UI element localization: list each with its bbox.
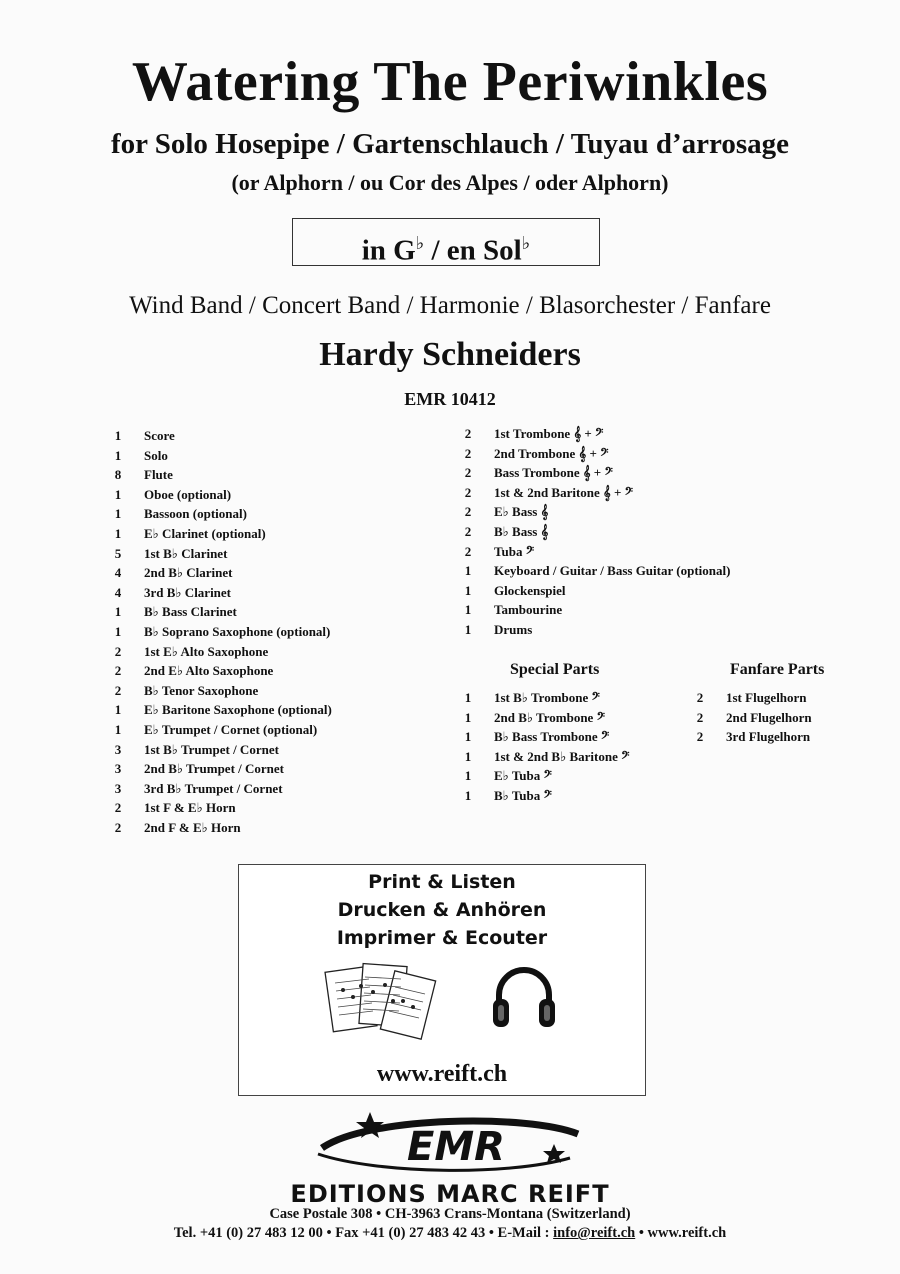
part-quantity: 1 [114,702,122,718]
part-name: 2nd E♭ Alto Saxophone [144,663,274,679]
key-prefix: in G [361,234,416,267]
part-name: B♭ Bass 𝄞 [494,523,549,539]
part-name: 1st B♭ Trumpet / Cornet [144,741,279,757]
part-quantity: 1 [114,447,122,463]
part-quantity: 5 [114,545,122,561]
page-title: Watering The Periwinkles [131,51,769,113]
publisher-name: EDITIONS MARC REIFT [290,1180,610,1208]
subtitle-alternative: (or Alphorn / ou Cor des Alpes / oder Alphorn) [231,170,669,195]
part-name: E♭ Tuba 𝄢 [494,768,552,784]
key-middle: / en Sol [424,234,522,267]
part-quantity: 2 [464,445,472,461]
part-quantity: 1 [464,748,472,764]
part-quantity: 4 [114,584,122,600]
ensemble-line: Wind Band / Concert Band / Harmonie / Blasorchester / Fanfare [129,292,771,319]
sheet-music-icon [323,957,441,1049]
part-quantity: 3 [114,741,122,757]
part-name: 1st Flugelhorn [726,690,807,705]
print-listen-box [238,864,646,1096]
part-name: Bassoon (optional) [144,506,247,522]
part-name: B♭ Bass Trombone 𝄢 [494,729,610,745]
key-box [292,218,600,266]
part-quantity: 2 [114,800,122,816]
part-name: B♭ Tenor Saxophone [144,682,259,698]
part-quantity: 2 [696,729,704,745]
part-quantity: 1 [464,582,472,598]
email-link[interactable]: info@reift.ch [553,1225,636,1241]
part-name: 3rd B♭ Trumpet / Cornet [144,780,283,796]
part-name: 1st B♭ Trombone 𝄢 [494,690,600,705]
part-name: Flute [144,467,173,483]
part-quantity: 2 [696,709,704,725]
part-name: B♭ Soprano Saxophone (optional) [144,623,331,639]
part-name: 3rd Flugelhorn [726,729,811,745]
flat-sign: ♭ [415,233,425,253]
part-quantity: 1 [114,721,122,737]
part-quantity: 2 [114,663,122,679]
part-name: Solo [144,447,168,463]
part-name: 1st & 2nd B♭ Baritone 𝄢 [494,748,630,764]
promo-line-en: Print & Listen [368,871,516,893]
part-quantity: 1 [114,604,122,620]
part-name: 2nd Flugelhorn [726,709,812,725]
publisher-contact [0,1225,900,1242]
part-name: B♭ Bass Clarinet [144,604,237,620]
part-name: 2nd B♭ Trumpet / Cornet [144,761,284,777]
part-name: Bass Trombone 𝄞 + 𝄢 [494,465,613,481]
part-quantity: 2 [464,504,472,520]
part-name: Keyboard / Guitar / Bass Guitar (optional) [494,563,731,579]
logo-text: EMR [407,1124,505,1170]
part-quantity: 1 [464,729,472,745]
contact-phone-fax: Tel. +41 (0) 27 483 12 00 • Fax +41 (0) 27 483 42 43 • E-Mail : [173,1225,554,1241]
part-name: 2nd B♭ Clarinet [144,565,233,581]
part-quantity: 2 [464,484,472,500]
part-quantity: 2 [114,682,122,698]
part-name: 2nd B♭ Trombone 𝄢 [494,709,605,725]
contact-website: • www.reift.ch [635,1225,727,1241]
part-quantity: 8 [114,467,122,483]
part-name: Oboe (optional) [144,486,232,502]
part-quantity: 1 [464,602,472,618]
fanfare-parts-heading: Fanfare Parts [730,661,825,678]
composer: Hardy Schneiders [319,336,581,373]
part-quantity: 2 [464,465,472,481]
part-quantity: 1 [464,709,472,725]
emr-logo [308,1110,592,1178]
headphones-icon [489,961,559,1033]
part-quantity: 3 [114,761,122,777]
part-quantity: 1 [114,428,122,443]
part-quantity: 3 [114,780,122,796]
part-quantity: 2 [464,523,472,539]
part-quantity: 2 [114,643,122,659]
part-name: E♭ Trumpet / Cornet (optional) [144,721,318,737]
part-quantity: 1 [114,486,122,502]
part-name: Drums [494,621,533,637]
part-quantity: 1 [464,563,472,579]
part-name: B♭ Tuba 𝄢 [494,787,552,803]
part-quantity: 1 [114,525,122,541]
part-quantity: 1 [464,787,472,803]
part-name: 1st F & E♭ Horn [144,800,236,816]
part-quantity: 1 [114,506,122,522]
part-name: E♭ Baritone Saxophone (optional) [144,702,332,718]
part-name: E♭ Clarinet (optional) [144,525,266,541]
part-name: 2nd F & E♭ Horn [144,819,241,835]
part-name: 2nd Trombone 𝄞 + 𝄢 [494,445,609,461]
part-name: 1st E♭ Alto Saxophone [144,643,269,659]
part-name: E♭ Bass 𝄞 [494,504,549,520]
part-quantity: 2 [696,690,704,705]
part-name: 1st B♭ Clarinet [144,545,228,561]
flat-sign: ♭ [521,233,531,253]
part-name: Tuba 𝄢 [494,543,535,559]
part-name: Score [144,428,175,443]
part-name: 1st & 2nd Baritone 𝄞 + 𝄢 [494,484,634,500]
part-name: Glockenspiel [494,582,566,598]
special-parts-heading: Special Parts [510,661,600,678]
part-quantity: 1 [464,621,472,637]
promo-line-de: Drucken & Anhören [337,899,547,921]
part-name: 3rd B♭ Clarinet [144,584,232,600]
publisher-address: Case Postale 308 • CH-3963 Crans-Montana (Switzerland) [269,1206,631,1222]
promo-line-fr: Imprimer & Ecouter [336,927,548,949]
part-quantity: 2 [464,426,472,441]
promo-url[interactable]: www.reift.ch [376,1061,508,1087]
part-quantity: 2 [114,819,122,835]
part-quantity: 1 [114,623,122,639]
part-quantity: 4 [114,565,122,581]
catalog-number: EMR 10412 [404,389,496,409]
subtitle-instrument: for Solo Hosepipe / Gartenschlauch / Tuyau d’arrosage [110,128,790,160]
part-quantity: 2 [464,543,472,559]
part-quantity: 1 [464,690,472,705]
part-name: 1st Trombone 𝄞 + 𝄢 [494,426,604,441]
part-quantity: 1 [464,768,472,784]
part-name: Tambourine [494,602,563,618]
